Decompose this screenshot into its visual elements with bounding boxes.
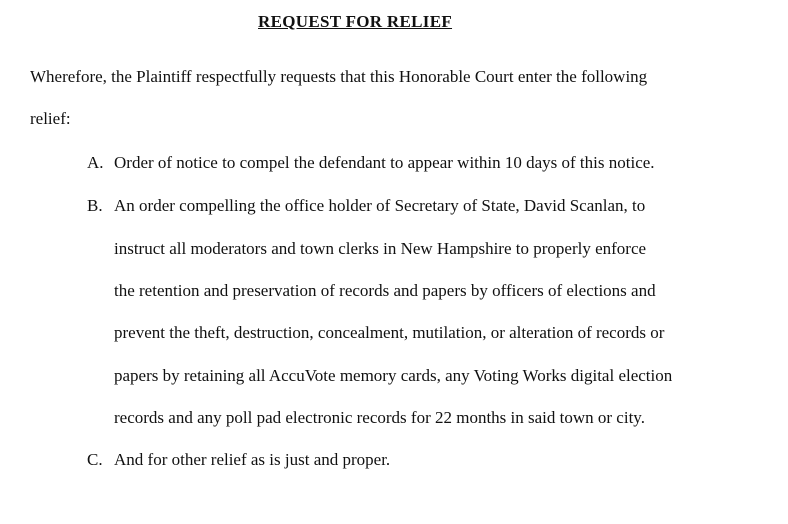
item-b-line-5: papers by retaining all AccuVote memory cards, any Voting Works digital election bbox=[114, 366, 673, 385]
item-b-label: B. bbox=[87, 196, 103, 215]
item-b-line-3: the retention and preservation of records and papers by officers of elections and bbox=[114, 281, 656, 300]
item-a-label: A. bbox=[87, 153, 104, 172]
item-c-label: C. bbox=[87, 450, 103, 469]
item-c-line-1: And for other relief as is just and proper. bbox=[114, 450, 391, 469]
section-heading: REQUEST FOR RELIEF bbox=[258, 12, 453, 31]
item-a-line-1: Order of notice to compel the defendant to appear within 10 days of this notice. bbox=[114, 153, 655, 172]
item-b-line-1: An order compelling the office holder of Secretary of State, David Scanlan, to bbox=[114, 196, 646, 215]
item-b-line-2: instruct all moderators and town clerks in New Hampshire to properly enforce bbox=[114, 239, 647, 258]
intro-line-1: Wherefore, the Plaintiff respectfully requests that this Honorable Court enter the following bbox=[30, 67, 648, 86]
item-b-line-6: records and any poll pad electronic records for 22 months in said town or city. bbox=[114, 408, 645, 427]
item-b-line-4: prevent the theft, destruction, concealment, mutilation, or alteration of records or bbox=[114, 323, 665, 342]
intro-line-2: relief: bbox=[30, 109, 71, 128]
